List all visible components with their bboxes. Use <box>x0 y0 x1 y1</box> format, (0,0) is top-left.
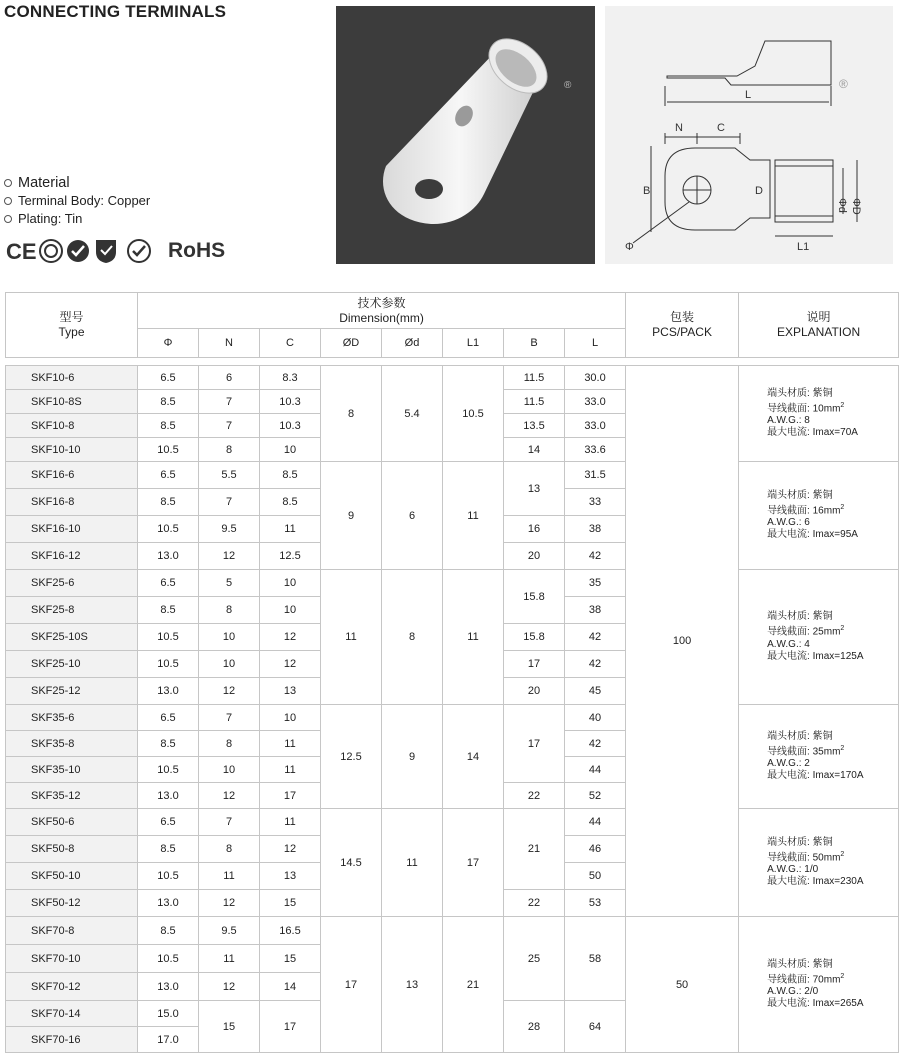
table-row: SKF10-6 6.5 6 8.3 8 5.4 10.5 11.5 30.0 100 端头材质: 紫铜 导线截面: $10mm^2$ A.W.G.: 8 最大电流: Imax=70A <box>6 366 899 390</box>
label-L1: L1 <box>797 241 810 253</box>
col-c: C <box>260 329 321 358</box>
table-row: SKF50-12 13.0 12 15 22 53 <box>6 890 899 917</box>
col-l1: L1 <box>443 329 504 358</box>
table-row: SKF25-6 6.5 5 10 11 8 11 15.8 35 端头材质: 紫铜 导线截面: $25mm^2$ A.W.G.: 4 最大电流: Imax=125A <box>6 570 899 597</box>
bullet-icon <box>4 179 12 187</box>
terminal-lug-image <box>336 6 595 264</box>
bullet-icon <box>4 197 12 205</box>
col-b: B <box>504 329 565 358</box>
label-B: B <box>643 185 651 197</box>
explanation-cell: 端头材质: 紫铜 导线截面: $70mm^2$ A.W.G.: 2/0 最大电流: Imax=265A <box>739 917 899 1053</box>
spec-plating: Plating: Tin <box>4 210 150 228</box>
sgs-mark-icon <box>128 240 150 262</box>
col-id: Ød <box>382 329 443 358</box>
dimension-drawing <box>605 6 893 264</box>
label-phi-D: ΦD <box>850 198 862 215</box>
explanation-cell: 端头材质: 紫铜 导线截面: $16mm^2$ A.W.G.: 6 最大电流: Imax=95A <box>739 462 899 570</box>
col-od: ØD <box>321 329 382 358</box>
table-row: SKF10-10 10.5 8 10 14 33.6 <box>6 438 899 462</box>
table-row: SKF70-10 10.5 11 15 <box>6 945 899 973</box>
table-row: SKF35-10 10.5 10 11 44 <box>6 757 899 783</box>
label-C: C <box>717 122 725 134</box>
registered-mark: ® <box>564 80 572 91</box>
table-row: SKF25-8 8.5 8 10 38 <box>6 597 899 624</box>
table-row: SKF50-10 10.5 11 13 50 <box>6 863 899 890</box>
material-heading: Material <box>4 174 150 192</box>
check-seal-icon <box>67 240 89 262</box>
registered-mark: ® <box>839 77 848 91</box>
table-row: SKF25-12 13.0 12 13 20 45 <box>6 678 899 705</box>
table-row: SKF25-10S 10.5 10 12 15.8 42 <box>6 624 899 651</box>
table-body <box>6 358 899 1053</box>
table-row: SKF70-14 15.0 15 17 28 64 <box>6 1001 899 1027</box>
ccc-mark-icon <box>40 240 62 262</box>
table-row: SKF50-6 6.5 7 11 14.5 11 17 21 44 端头材质: 紫铜 导线截面: $50mm^2$ A.W.G.: 1/0 最大电流: Imax=230A <box>6 809 899 836</box>
bullet-icon <box>4 215 12 223</box>
label-D-mark: D <box>755 185 763 197</box>
certification-logos <box>6 238 225 264</box>
page-title: CONNECTING TERMINALS <box>4 2 227 21</box>
table-row: SKF16-10 10.5 9.5 11 16 38 <box>6 516 899 543</box>
shield-cert-icon <box>96 240 116 263</box>
spec-body: Terminal Body: Copper <box>4 192 150 210</box>
pack-qty-50: 50 <box>626 917 739 1053</box>
col-explanation: 说明 EXPLANATION <box>739 293 899 358</box>
explanation-cell: 端头材质: 紫铜 导线截面: $35mm^2$ A.W.G.: 2 最大电流: Imax=170A <box>739 705 899 809</box>
table-row: SKF35-6 6.5 7 10 12.5 9 14 17 40 端头材质: 紫铜 导线截面: $35mm^2$ A.W.G.: 2 最大电流: Imax=170A <box>6 705 899 731</box>
pack-qty-100: 100 <box>626 366 739 917</box>
material-specs <box>4 174 150 228</box>
label-phi: Φ <box>625 241 634 253</box>
cert-icons <box>6 238 156 264</box>
label-phi-d: Φd <box>836 198 848 213</box>
label-N: N <box>675 122 683 134</box>
table-row: SKF16-12 13.0 12 12.5 20 42 <box>6 543 899 570</box>
rohs-label: RoHS <box>168 239 226 262</box>
col-l: L <box>565 329 626 358</box>
table-row: SKF70-16 17.0 <box>6 1027 899 1053</box>
table-row: SKF25-10 10.5 10 12 17 42 <box>6 651 899 678</box>
product-photo <box>336 6 595 264</box>
table-row: SKF35-12 13.0 12 17 22 52 <box>6 783 899 809</box>
col-n: N <box>199 329 260 358</box>
table-row: SKF16-6 6.5 5.5 8.5 9 6 11 13 31.5 端头材质: 紫铜 导线截面: $16mm^2$ A.W.G.: 6 最大电流: Imax=95A <box>6 462 899 489</box>
table-row: SKF10-8S 8.5 7 10.3 11.5 33.0 <box>6 390 899 414</box>
table-row: SKF50-8 8.5 8 12 46 <box>6 836 899 863</box>
col-phi: Φ <box>138 329 199 358</box>
table-row: SKF10-8 8.5 7 10.3 13.5 33.0 <box>6 414 899 438</box>
table-row: SKF16-8 8.5 7 8.5 33 <box>6 489 899 516</box>
terminal-drawing-svg <box>605 6 893 264</box>
col-pack: 包装 PCS/PACK <box>626 293 739 358</box>
spec-table <box>5 292 899 1053</box>
table-header <box>6 293 899 358</box>
explanation-cell: 端头材质: 紫铜 导线截面: $50mm^2$ A.W.G.: 1/0 最大电流: Imax=230A <box>739 809 899 917</box>
table-row: SKF70-8 8.5 9.5 16.5 17 13 21 25 58 50 端头材质: 紫铜 导线截面: $70mm^2$ A.W.G.: 2/0 最大电流: Imax=265A <box>6 917 899 945</box>
explanation-cell: 端头材质: 紫铜 导线截面: $25mm^2$ A.W.G.: 4 最大电流: Imax=125A <box>739 570 899 705</box>
table-row: SKF70-12 13.0 12 14 <box>6 973 899 1001</box>
table-row: SKF35-8 8.5 8 11 42 <box>6 731 899 757</box>
col-type: 型号 Type <box>6 293 138 358</box>
explanation-cell: 端头材质: 紫铜 导线截面: $10mm^2$ A.W.G.: 8 最大电流: Imax=70A <box>739 366 899 462</box>
col-dimension: 技术参数 Dimension(mm) <box>138 293 626 329</box>
label-L: L <box>745 89 752 101</box>
ce-mark-icon: CE <box>6 239 37 264</box>
